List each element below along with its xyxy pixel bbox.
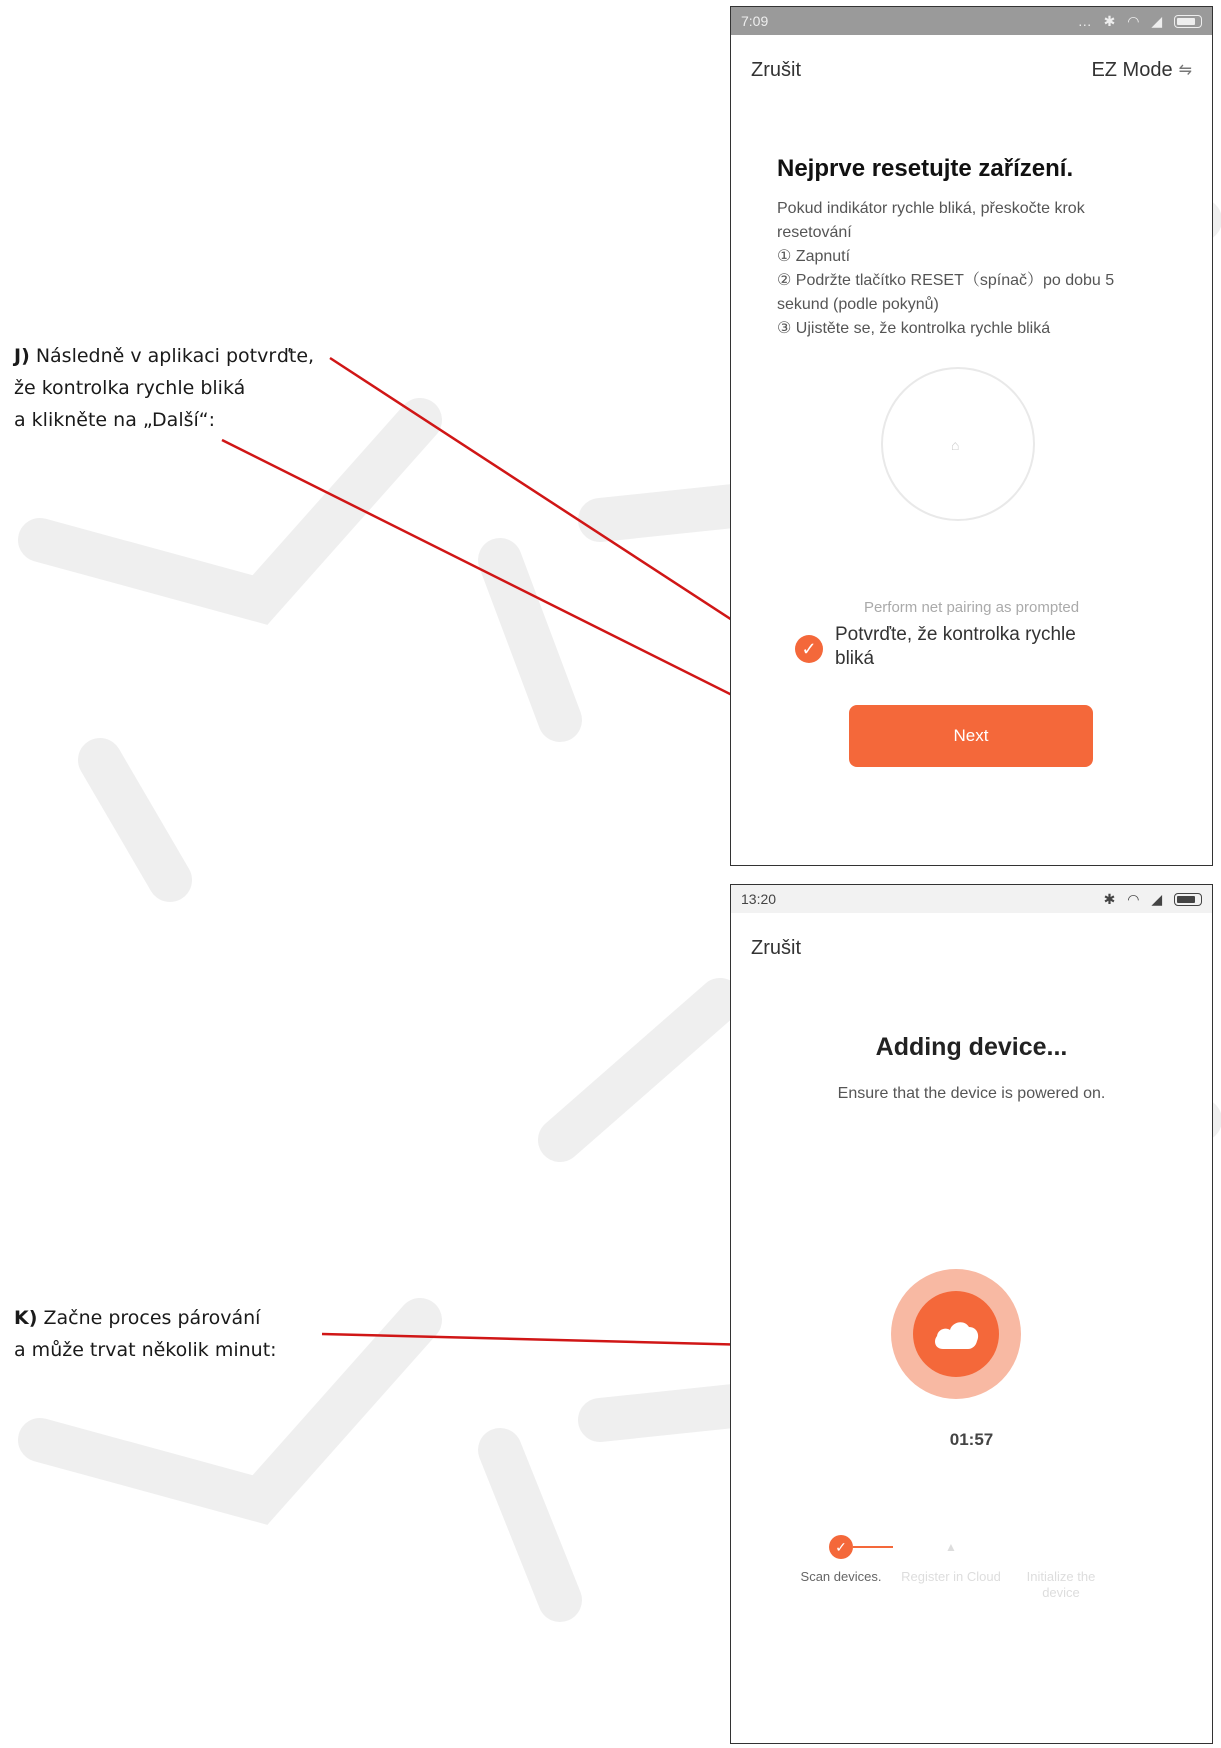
phone-screen-adding bbox=[730, 884, 1213, 1744]
top-bar bbox=[731, 35, 1212, 105]
annotation-j bbox=[14, 340, 314, 436]
annotation-j-line1: Následně v aplikaci potvrďte, bbox=[35, 345, 315, 367]
mode-switch[interactable] bbox=[1091, 59, 1192, 82]
countdown-timer: 01:57 bbox=[949, 1430, 994, 1449]
confirm-checkbox-row[interactable] bbox=[795, 623, 1105, 671]
battery-icon bbox=[1174, 15, 1202, 28]
cloud-icon bbox=[931, 1315, 981, 1351]
page-title: Nejprve resetujte zařízení. bbox=[777, 155, 1074, 182]
step-register-cloud bbox=[901, 1535, 1001, 1585]
status-time: 13:20 bbox=[741, 891, 777, 907]
annotation-k bbox=[14, 1302, 277, 1366]
arrow-to-next bbox=[222, 440, 818, 738]
instruction-step-1: ① Zapnutí bbox=[777, 248, 851, 265]
page-title: Adding device... bbox=[875, 1033, 1068, 1061]
step-icon: ▲ bbox=[945, 1540, 957, 1554]
cancel-button[interactable]: Zrušit bbox=[751, 936, 801, 959]
annotation-k-marker: K) bbox=[14, 1307, 38, 1329]
cancel-button[interactable]: Zrušit bbox=[751, 58, 801, 81]
reset-instructions bbox=[777, 197, 1157, 341]
battery-icon bbox=[1174, 893, 1202, 906]
pairing-steps bbox=[791, 1535, 1131, 1625]
annotation-k-line1: Začne proces párování bbox=[43, 1307, 261, 1329]
confirm-label: Potvrďte, že kontrolka rychle bliká bbox=[835, 624, 1076, 669]
step-initialize-device bbox=[1011, 1535, 1111, 1601]
swap-icon: ⇋ bbox=[1178, 62, 1192, 79]
progress-ring bbox=[891, 1269, 1021, 1399]
instruction-step-3: ③ Ujistěte se, že kontrolka rychle bliká bbox=[777, 320, 1051, 337]
step-scan-devices bbox=[791, 1535, 891, 1585]
annotation-j-line3: a klikněte na „Další“: bbox=[14, 409, 216, 431]
instruction-intro: Pokud indikátor rychle bliká, přeskočte krok resetování bbox=[777, 200, 1085, 241]
step-label: Register in Cloud bbox=[901, 1569, 1001, 1584]
annotation-j-marker: J) bbox=[14, 345, 30, 367]
status-time: 7:09 bbox=[741, 13, 769, 29]
power-icon: ⌂ bbox=[951, 437, 960, 453]
device-illustration bbox=[881, 367, 1035, 521]
instruction-step-2: ② Podržte tlačítko RESET（spínač）po dobu 5 sekund (podle pokynů) bbox=[777, 272, 1115, 313]
annotation-j-line2: že kontrolka rychle bliká bbox=[14, 377, 246, 399]
annotation-k-line2: a může trvat několik minut: bbox=[14, 1339, 277, 1361]
checkmark-icon[interactable]: ✓ bbox=[795, 635, 823, 663]
status-icons: … ✱ ◠ ◢ bbox=[1078, 13, 1202, 30]
step-icon bbox=[1049, 1535, 1073, 1559]
check-icon: ✓ bbox=[829, 1535, 853, 1559]
phone-screen-reset bbox=[730, 6, 1213, 866]
arrow-to-confirm bbox=[330, 358, 772, 646]
next-button[interactable]: Next bbox=[849, 705, 1093, 767]
pairing-prompt: Perform net pairing as prompted bbox=[863, 599, 1080, 616]
status-icons: ✱ ◠ ◢ bbox=[1104, 891, 1202, 908]
status-bar bbox=[731, 7, 1212, 35]
page-subtitle: Ensure that the device is powered on. bbox=[837, 1085, 1106, 1102]
step-label: Scan devices. bbox=[800, 1569, 882, 1584]
status-bar bbox=[731, 885, 1212, 913]
top-bar bbox=[731, 913, 1212, 983]
step-label: Initialize the device bbox=[1026, 1569, 1096, 1600]
mode-label: EZ Mode bbox=[1091, 58, 1173, 81]
